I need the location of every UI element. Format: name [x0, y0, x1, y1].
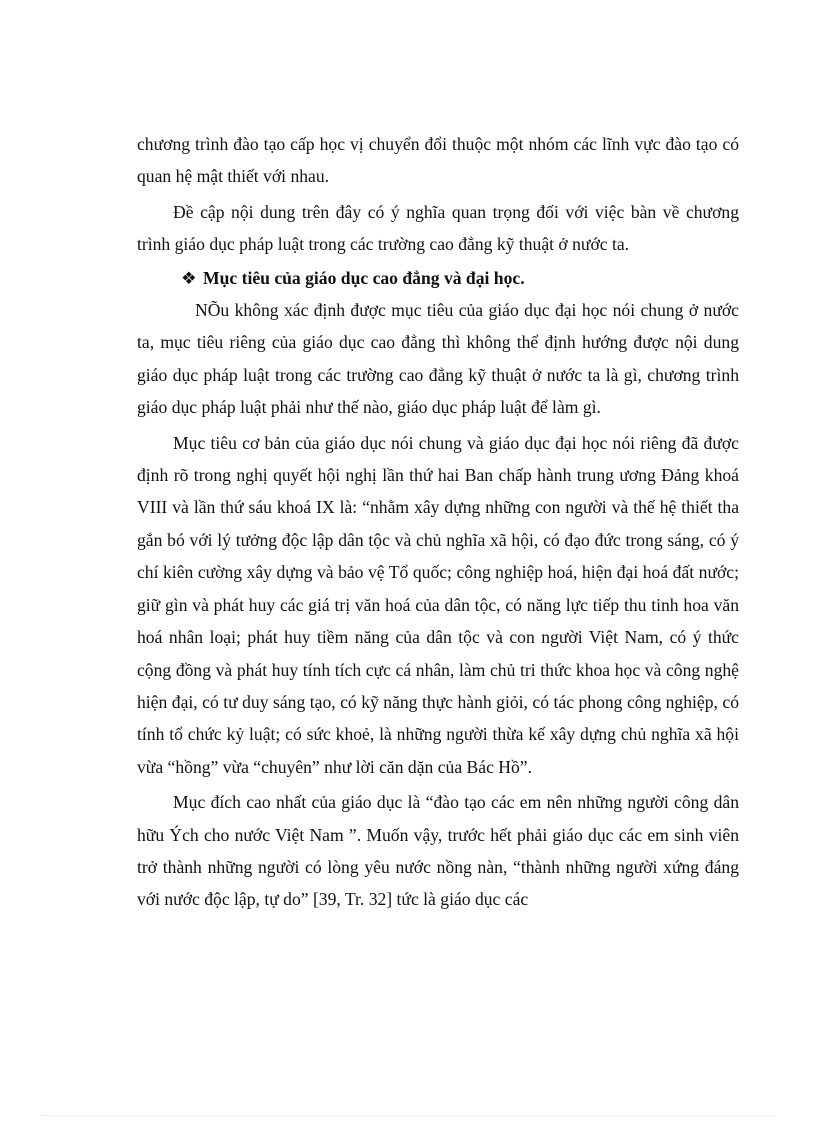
document-body	[137, 128, 739, 916]
paragraph-resolution-quote: Mục tiêu cơ bản của giáo dục nói chung và giáo dục đại học nói riêng đã được định rõ trong nghị quyết hội nghị lần thứ hai Ban chấp hành trung ương Đảng khoá VIII và lần thứ sáu khoá IX là: “nhằm xây dựng những con người và thế hệ thiết tha gắn bó với lý tưởng độc lập dân tộc và chủ nghĩa xã hội, có đạo đức trong sáng, có ý chí kiên cường xây dựng và bảo vệ Tổ quốc; công nghiệp hoá, hiện đại hoá đất nước; giữ gìn và phát huy các giá trị văn hoá của dân tộc, có năng lực tiếp thu tinh hoa văn hoá nhân loại; phát huy tiềm năng của dân tộc và con người Việt Nam, có ý thức cộng đồng và phát huy tính tích cực cá nhân, làm chủ tri thức khoa học và công nghệ hiện đại, có tư duy sáng tạo, có kỹ năng thực hành giỏi, có tác phong công nghiệp, có tính tổ chức kỷ luật; có sức khoẻ, là những người thừa kế xây dựng chủ nghĩa xã hội vừa “hồng” vừa “chuyên” như lời căn dặn của Bác Hồ”.	[137, 432, 739, 777]
page-bottom-divider	[40, 1115, 776, 1116]
paragraph-highest-purpose: Mục đích cao nhất của giáo dục là “đào tạo các em nên những người công dân hữu Ých cho nước Việt Nam ”. Muốn vậy, trước hết phải giáo dục các em sinh viên trở thành những người có lòng yêu nước nồng nàn, “thành những người xứng đáng với nước độc lập, tự do” [39, Tr. 32] tức là giáo dục các	[137, 792, 739, 910]
section-heading-text: Mục tiêu của giáo dục cao đẳng và đại học.	[203, 267, 525, 288]
diamond-bullet-icon: ❖	[181, 267, 197, 288]
paragraph-context: Đề cập nội dung trên đây có ý nghĩa quan trọng đối với việc bàn về chương trình giáo dục pháp luật trong các trường cao đẳng kỹ thuật ở nước ta.	[137, 201, 739, 255]
section-heading	[137, 262, 739, 294]
paragraph-goal-intro: NÕu không xác định được mục tiêu của giáo dục đại học nói chung ở nước ta, mục tiêu riêng của giáo dục cao đẳng thì không thể định hướng được nội dung giáo dục pháp luật trong các trường cao đẳng kỹ thuật ở nước ta là gì, chương trình giáo dục pháp luật phải như thế nào, giáo dục pháp luật để làm gì.	[137, 300, 739, 418]
paragraph-continuation: chương trình đào tạo cấp học vị chuyển đổi thuộc một nhóm các lĩnh vực đào tạo có quan hệ mật thiết với nhau.	[137, 134, 739, 187]
